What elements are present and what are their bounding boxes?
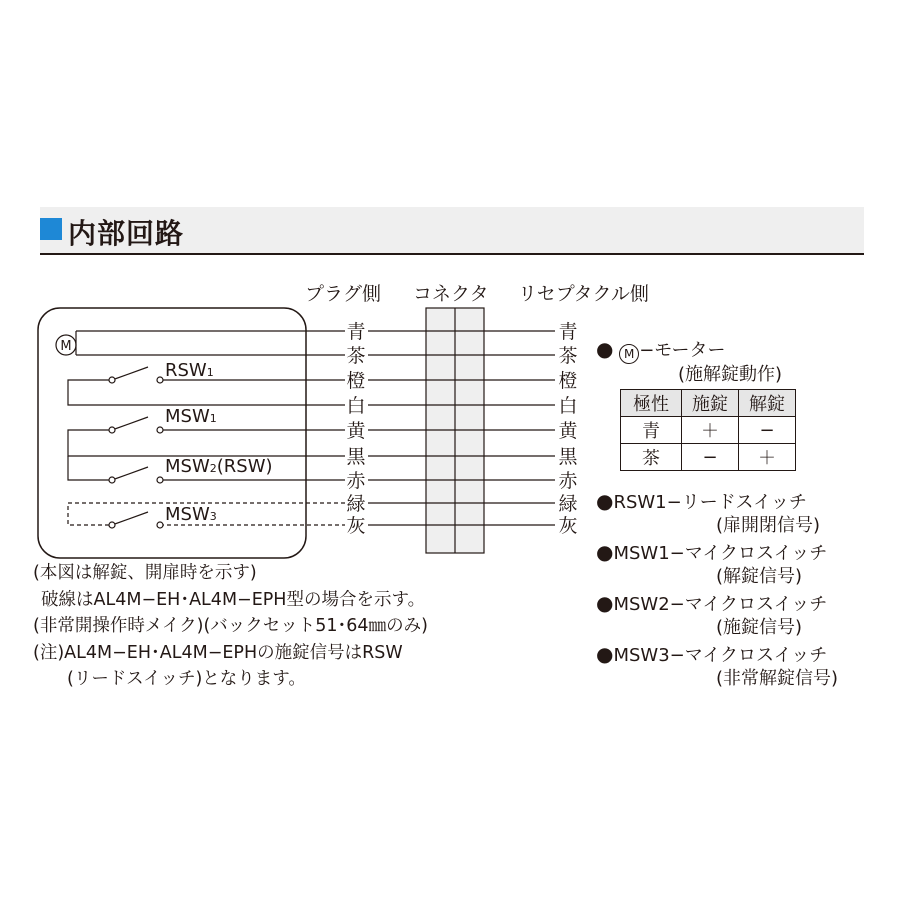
note-line: (注)AL4M−EH･AL4M−EPHの施錠信号はRSW	[33, 642, 403, 663]
wire-label-receptacle: 赤	[558, 470, 578, 492]
table-cell: 茶	[621, 444, 682, 471]
table-cell: ＋	[739, 444, 796, 471]
wire-label-plug: 黒	[346, 446, 366, 468]
wire-label-receptacle: 黒	[558, 446, 578, 468]
motor-icon: M	[619, 344, 639, 364]
table-cell: −	[739, 417, 796, 444]
wire-label-receptacle: 白	[558, 395, 578, 417]
legend-item: ●MSW1−マイクロスイッチ	[596, 540, 828, 564]
bullet-icon: ●	[596, 642, 614, 666]
notes	[33, 560, 428, 693]
wire-labels-receptacle	[558, 321, 578, 537]
wire-label-receptacle: 青	[558, 321, 578, 343]
table-header: 解錠	[739, 390, 796, 417]
wire-label-plug: 白	[346, 395, 366, 417]
plug-side-label: プラグ側	[305, 283, 382, 305]
legend-item-sub: (施錠信号)	[716, 617, 803, 638]
wire-label-plug: 灰	[346, 515, 366, 537]
msw3-contact	[112, 512, 148, 525]
wire-label-plug: 緑	[346, 493, 366, 515]
legend-item-sub: (非常解錠信号)	[716, 668, 839, 689]
note-line: (非常開操作時メイク)(バックセット51･64㎜のみ)	[33, 616, 428, 636]
table-row	[621, 444, 796, 471]
note-line: (リードスイッチ)となります。	[67, 669, 306, 689]
legend-item: ●MSW3−マイクロスイッチ	[596, 642, 828, 666]
table-row	[621, 417, 796, 444]
section-title: 内部回路	[68, 217, 185, 250]
legend-motor	[596, 336, 726, 364]
connector-label: コネクタ	[413, 283, 489, 305]
wire-label-receptacle: 茶	[558, 345, 578, 367]
bullet-icon: ●	[596, 337, 614, 361]
msw2-label: MSW2(RSW)	[165, 456, 273, 477]
motor-symbol: M	[60, 339, 72, 354]
wire-label-receptacle: 緑	[558, 493, 578, 515]
table-cell: 青	[621, 417, 682, 444]
note-line: 破線はAL4M−EH･AL4M−EPH型の場合を示す。	[41, 589, 426, 610]
table-header: 極性	[621, 390, 682, 417]
legend-item: ●RSW1−リードスイッチ	[596, 489, 807, 513]
wire-label-plug: 黄	[346, 420, 366, 442]
note-line: (本図は解錠、開扉時を示す)	[33, 563, 257, 583]
legend-item-sub: (扉開閉信号)	[716, 515, 821, 536]
bullet-icon: ●	[596, 540, 614, 564]
msw3-label: MSW3	[165, 504, 217, 525]
wire-label-plug: 青	[346, 321, 366, 343]
wire-label-receptacle: 黄	[558, 420, 578, 442]
legend-item: ●MSW2−マイクロスイッチ	[596, 591, 828, 615]
wire-label-receptacle: 橙	[558, 370, 578, 392]
legend-motor-label: −モーター	[639, 340, 726, 361]
wire-labels-plug	[346, 321, 366, 537]
table-cell: ＋	[682, 417, 739, 444]
wire-label-plug: 橙	[346, 370, 366, 392]
msw1-label: MSW1	[165, 406, 217, 427]
legend-item-sub: (解錠信号)	[716, 566, 803, 587]
table-cell: −	[682, 444, 739, 471]
bullet-icon: ●	[596, 489, 614, 513]
rsw1-label: RSW1	[165, 360, 214, 381]
table-header: 施錠	[682, 390, 739, 417]
wire-label-plug: 茶	[346, 345, 366, 367]
polarity-table	[620, 389, 796, 471]
bullet-icon: ●	[596, 591, 614, 615]
receptacle-side-label: リセプタクル側	[518, 283, 649, 305]
wire-label-receptacle: 灰	[558, 515, 578, 537]
wire-label-plug: 赤	[346, 470, 366, 492]
switch-contacts	[109, 377, 163, 528]
legend-motor-sub: (施解錠動作)	[678, 364, 783, 385]
